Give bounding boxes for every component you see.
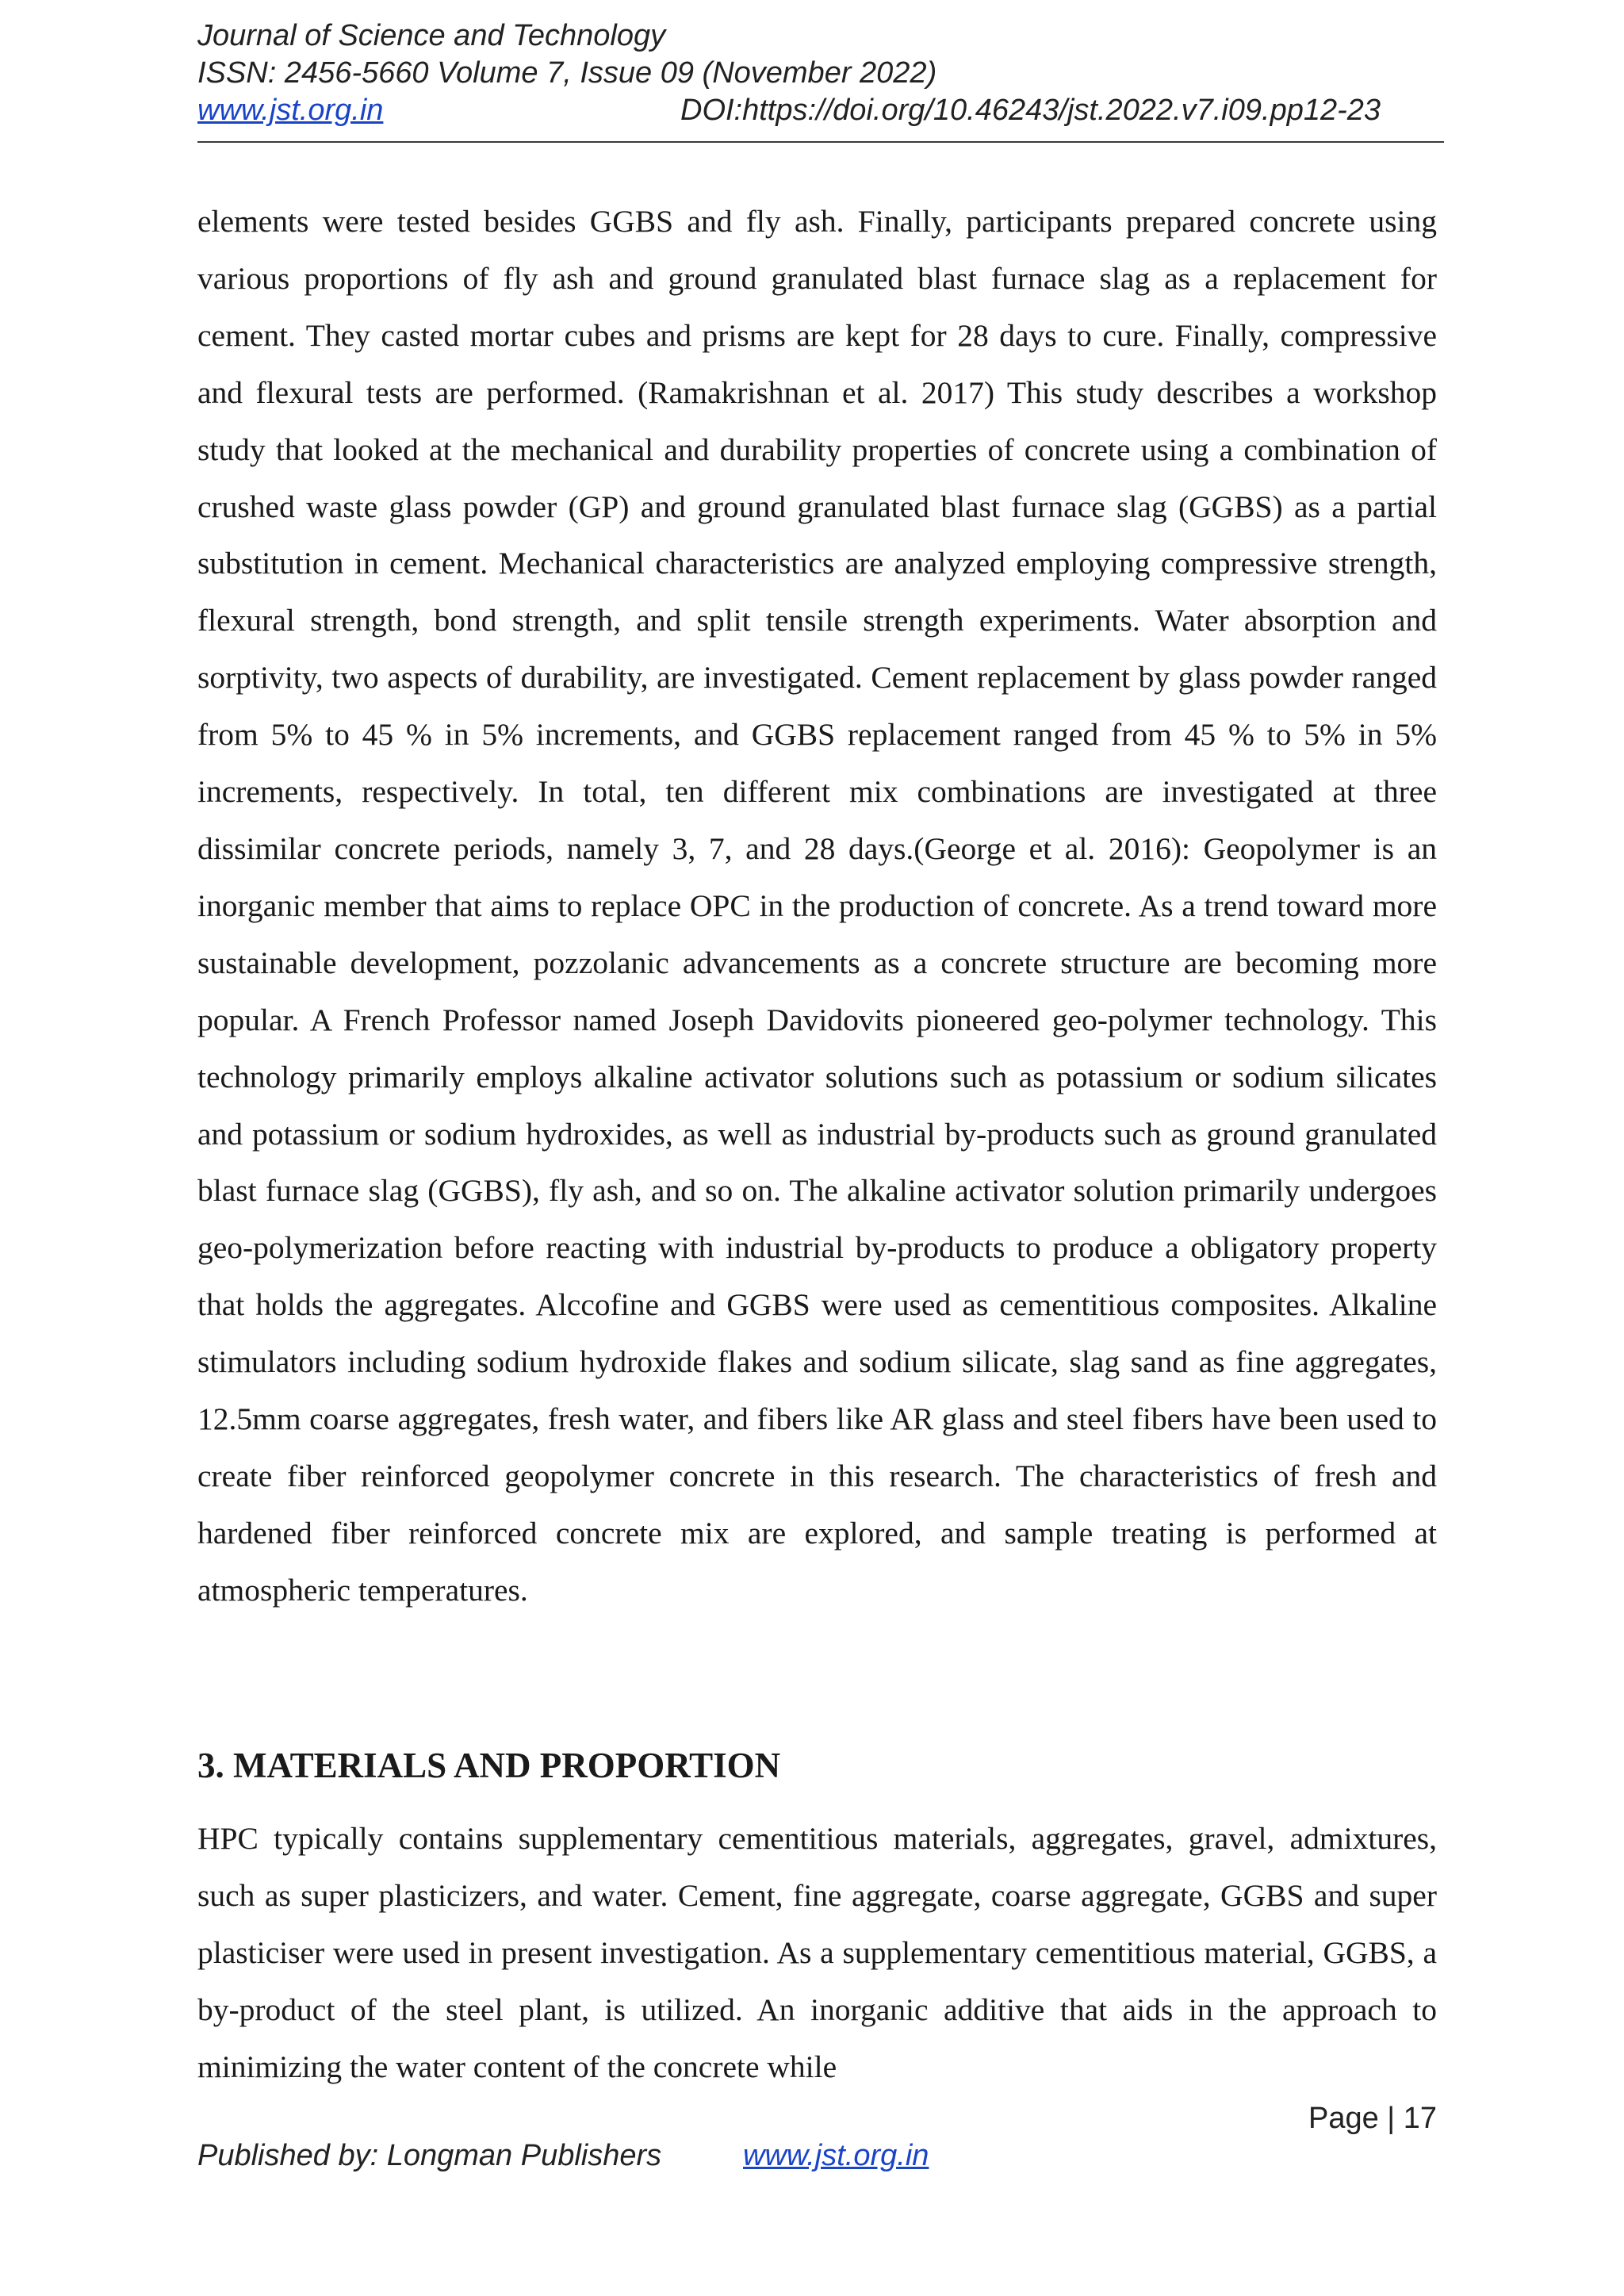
- page-header: [197, 17, 1444, 129]
- section-text: [197, 1811, 1437, 2096]
- section-heading: 3. MATERIALS AND PROPORTION: [197, 1746, 781, 1785]
- body-text: [197, 194, 1437, 1619]
- footer-website-link[interactable]: www.jst.org.in: [743, 2139, 929, 2172]
- header-divider: [197, 141, 1444, 143]
- header-link-row: [197, 92, 1444, 129]
- journal-title: Journal of Science and Technology: [197, 19, 666, 52]
- section-paragraph: HPC typically contains supplementary cementitious materials, aggregates, gravel, admixtures, such as super plasticizers, and water. Cement, fine aggregate, coarse aggregate, GGBS and super plasticiser were used in present investigation. As a supplementary cementitious material, GGBS, a by-product of the steel plant, is utilized. An inorganic additive that aids in the approach to minimizing the water content of the concrete while: [197, 1821, 1437, 2084]
- publisher-text: Published by: Longman Publishers: [197, 2139, 662, 2172]
- doi-text: DOI:https://doi.org/10.46243/jst.2022.v7.i09.pp12-23: [680, 94, 1381, 127]
- page-footer: [197, 2137, 1308, 2175]
- issn-line: ISSN: 2456-5660 Volume 7, Issue 09 (November 2022): [197, 56, 937, 90]
- header-website-link[interactable]: www.jst.org.in: [197, 94, 384, 127]
- page-number: Page | 17: [1308, 2102, 1437, 2135]
- body-paragraph: elements were tested besides GGBS and fly ash. Finally, participants prepared concrete using various proportions of fly ash and ground granulated blast furnace slag as a replacement for cement. They casted mortar cubes and prisms are kept for 28 days to cure. Finally, compressive and flexural tests are performed. (Ramakrishnan et al. 2017) This study describes a workshop study that looked at the mechanical and durability properties of concrete using a combination of crushed waste glass powder (GP) and ground granulated blast furnace slag (GGBS) as a partial substitution in cement. Mechanical characteristics are analyzed employing compressive strength, flexural strength, bond strength, and split tensile strength experiments. Water absorption and sorptivity, two aspects of durability, are investigated. Cement replacement by glass powder ranged from 5% to 45 % in 5% increments, and GGBS replacement ranged from 45 % to 5% in 5% increments, respectively. In total, ten different mix combinations are investigated at three dissimilar concrete periods, namely 3, 7, and 28 days.(George et al. 2016): Geopolymer is an inorganic member that aims to replace OPC in the production of concrete. As a trend toward more sustainable development, pozzolanic advancements as a concrete structure are becoming more popular. A French Professor named Joseph Davidovits pioneered geo-polymer technology. This technology primarily employs alkaline activator solutions such as potassium or sodium silicates and potassium or sodium hydroxides, as well as industrial by-products such as ground granulated blast furnace slag (GGBS), fly ash, and so on. The alkaline activator solution primarily undergoes geo-polymerization before reacting with industrial by-products to produce a obligatory property that holds the aggregates. Alccofine and GGBS were used as cementitious composites. Alkaline stimulators including sodium hydroxide flakes and sodium silicate, slag sand as fine aggregates, 12.5mm coarse aggregates, fresh water, and fibers like AR glass and steel fibers have been used to create fiber reinforced geopolymer concrete in this research. The characteristics of fresh and hardened fiber reinforced concrete mix are explored, and sample treating is performed at atmospheric temperatures.: [197, 204, 1437, 1608]
